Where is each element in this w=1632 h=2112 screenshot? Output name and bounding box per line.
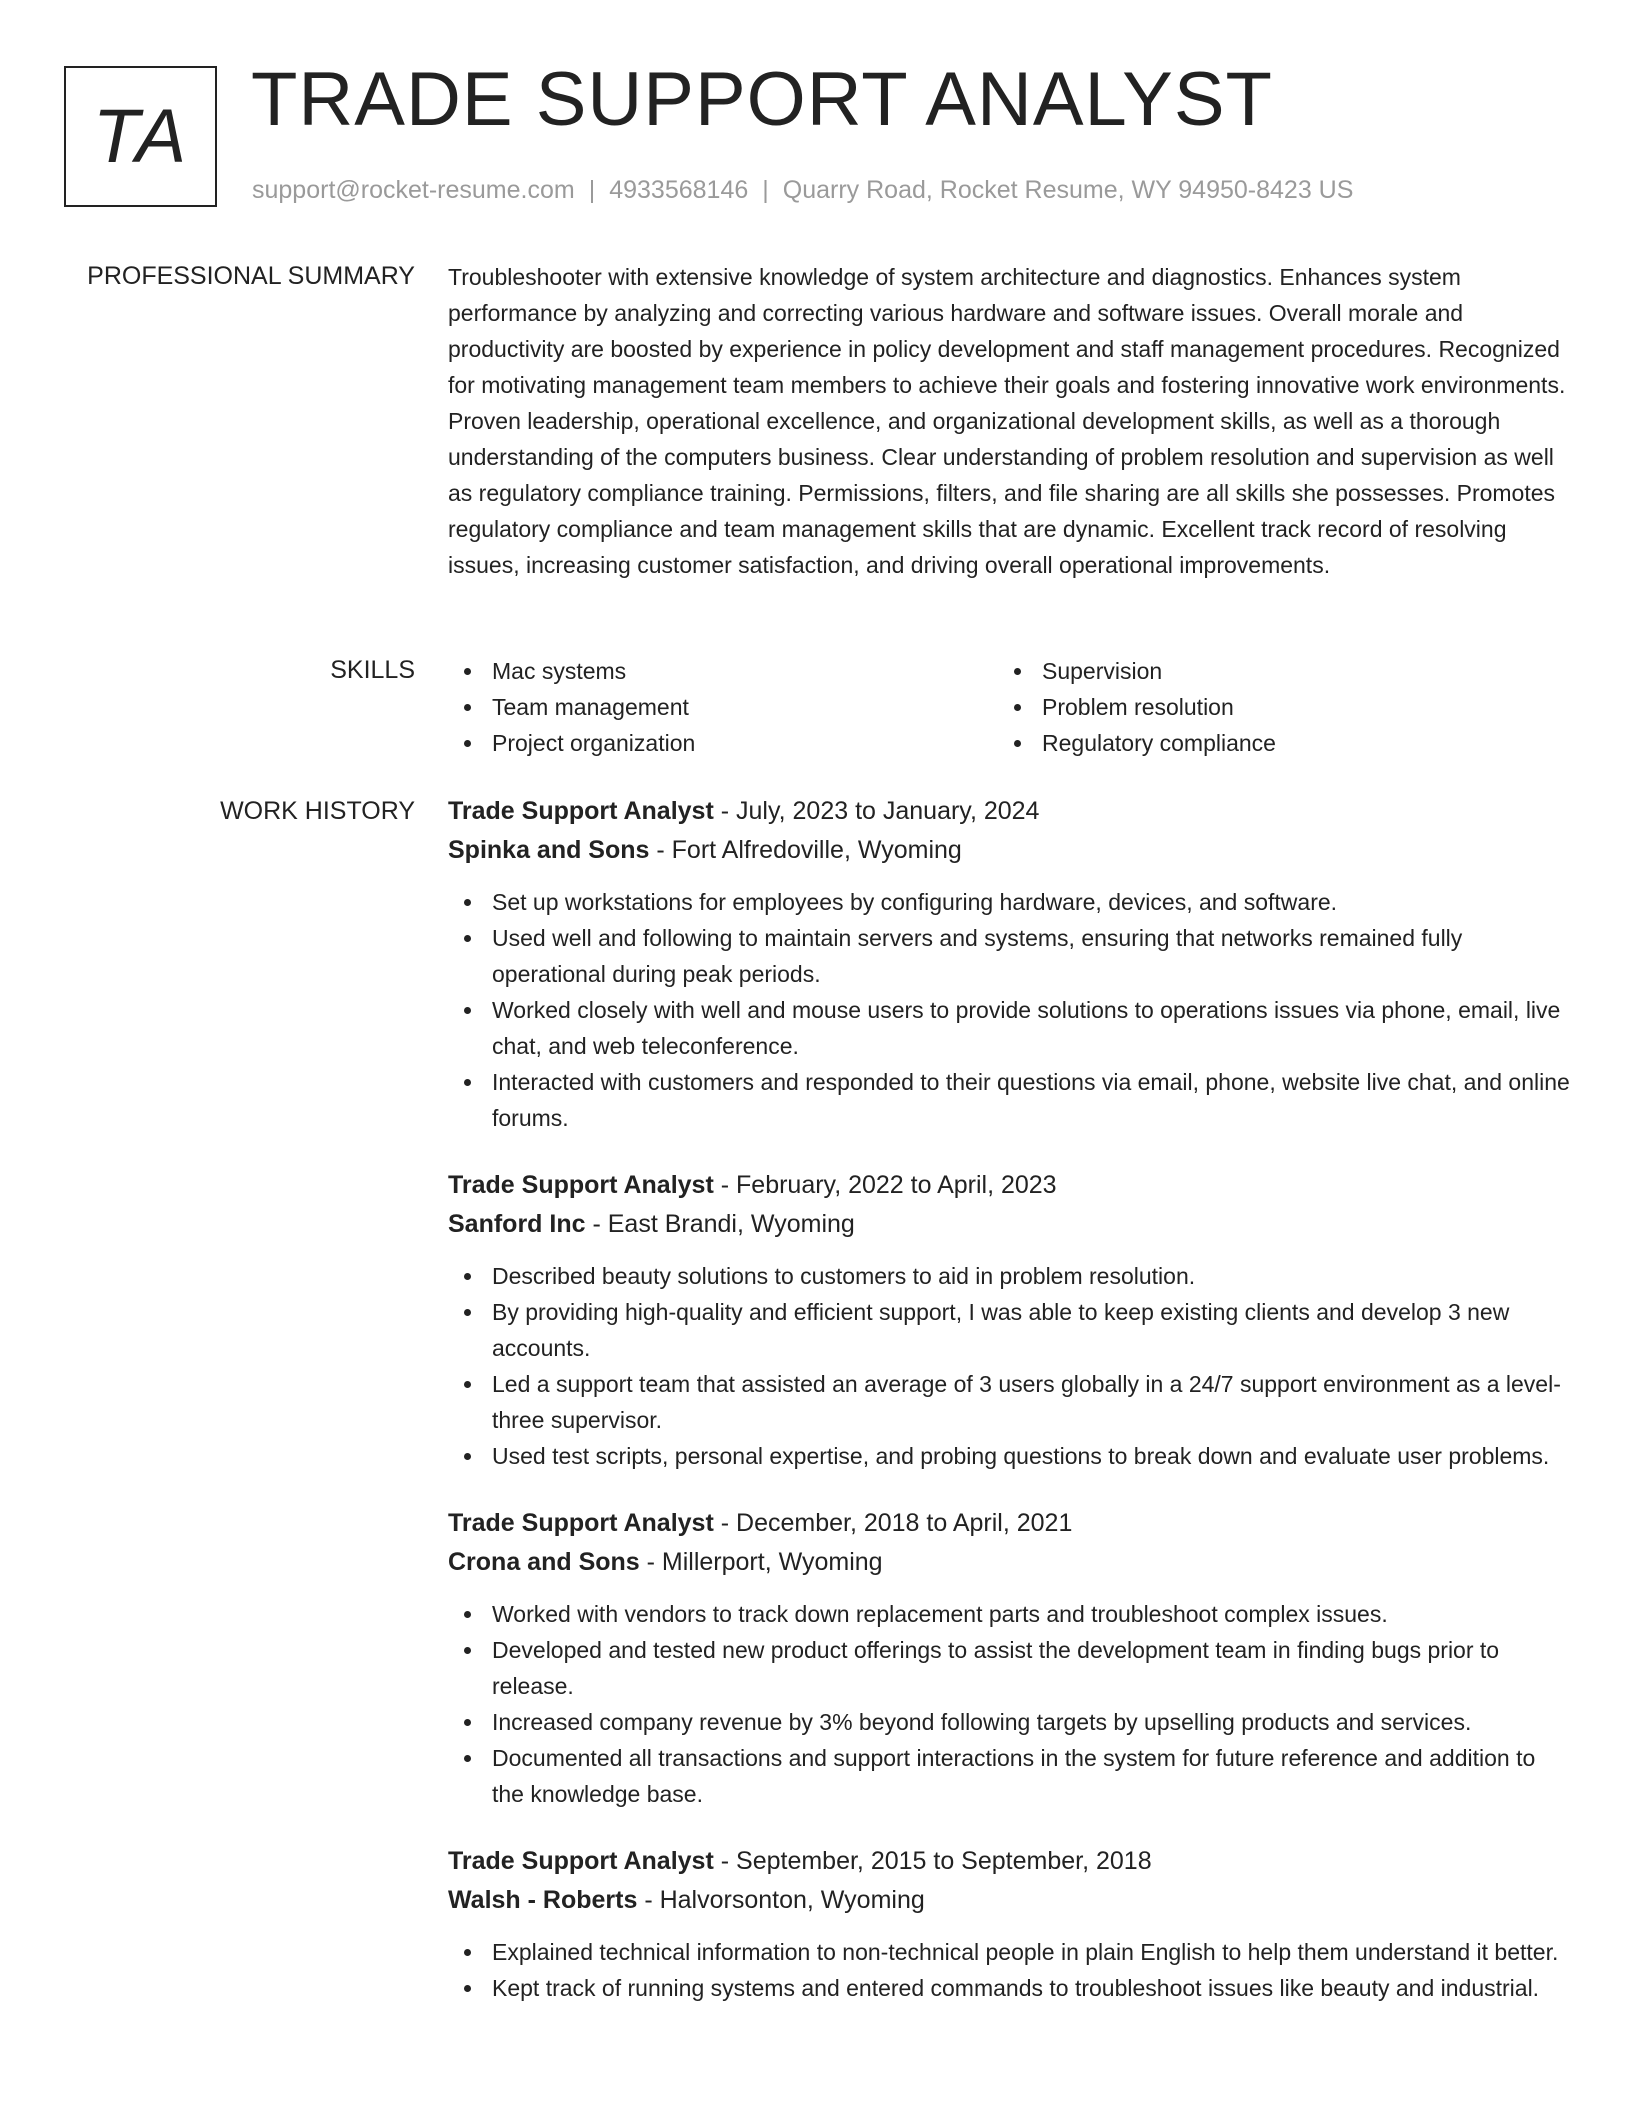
contact-email[interactable]: support@rocket-resume.com <box>252 176 575 204</box>
job-bullet: Used test scripts, personal expertise, and probing questions to break down and evaluate user problems. <box>448 1438 1570 1474</box>
dash: - <box>713 1847 737 1875</box>
job-location: Millerport, Wyoming <box>661 1548 883 1576</box>
job-bullets <box>448 884 1570 1136</box>
job-dates: December, 2018 to April, 2021 <box>736 1509 1073 1537</box>
job-company-line <box>448 1881 1570 1920</box>
job-company: Walsh - Roberts <box>448 1886 638 1914</box>
contact-phone[interactable]: 4933568146 <box>609 176 749 204</box>
summary-text: Troubleshooter with extensive knowledge of system architecture and diagnostics. Enhances system performance by analyzing and correcting various hardware and software issues. Overall morale and productivity are boosted by experience in policy development and staff management procedures. Recognized for motivating management team members to achieve their goals and fostering innovative work environments. Proven leadership, operational excellence, and organizational development skills, as well as a thorough understanding of the computers business. Clear understanding of problem resolution and supervision as well as regulatory compliance training. Permissions, filters, and file sharing are all skills she possesses. Promotes regulatory compliance and team management skills that are dynamic. Excellent track record of resolving issues, increasing customer satisfaction, and driving overall operational improvements. <box>448 264 1566 578</box>
job-entry <box>448 1504 1570 1812</box>
job-location: Halvorsonton, Wyoming <box>659 1886 925 1914</box>
job-bullet: Documented all transactions and support interactions in the system for future reference and addition to the knowledge base. <box>448 1740 1570 1812</box>
dash: - <box>713 1171 737 1199</box>
work-history-section <box>448 792 1570 2036</box>
job-bullets <box>448 1934 1570 2006</box>
job-company-line <box>448 831 1570 870</box>
job-entry <box>448 1166 1570 1474</box>
job-bullet: Increased company revenue by 3% beyond following targets by upselling products and services. <box>448 1704 1570 1740</box>
job-bullet: Worked with vendors to track down replacement parts and troubleshoot complex issues. <box>448 1596 1570 1632</box>
skill-item: Problem resolution <box>998 689 1548 725</box>
contact-address: Quarry Road, Rocket Resume, WY 94950-8423 US <box>782 176 1354 204</box>
job-dates: July, 2023 to January, 2024 <box>736 797 1040 825</box>
job-entry <box>448 792 1570 1136</box>
job-bullet: By providing high-quality and efficient support, I was able to keep existing clients and develop 3 new accounts. <box>448 1294 1570 1366</box>
job-bullet: Explained technical information to non-technical people in plain English to help them understand it better. <box>448 1934 1570 1970</box>
job-bullet: Led a support team that assisted an average of 3 users globally in a 24/7 support environment as a level-three supervisor. <box>448 1366 1570 1438</box>
job-location: East Brandi, Wyoming <box>607 1210 855 1238</box>
work-history-heading: WORK HISTORY <box>220 797 415 825</box>
skills-column-right <box>998 653 1548 761</box>
job-company-line <box>448 1543 1570 1582</box>
contact-separator: | <box>588 176 596 204</box>
job-bullet: Set up workstations for employees by configuring hardware, devices, and software. <box>448 884 1570 920</box>
skill-item: Team management <box>448 689 998 725</box>
job-title: Trade Support Analyst <box>448 797 714 825</box>
job-title-line <box>448 1842 1570 1881</box>
job-title-line <box>448 792 1570 831</box>
dash: - <box>713 1509 737 1537</box>
job-title: Trade Support Analyst <box>448 1847 714 1875</box>
job-bullet: Kept track of running systems and entered commands to troubleshoot issues like beauty and industrial. <box>448 1970 1570 2006</box>
dash: - <box>639 1548 662 1576</box>
job-title-line <box>448 1504 1570 1543</box>
skills-heading: SKILLS <box>330 656 415 684</box>
summary-heading: PROFESSIONAL SUMMARY <box>87 262 415 290</box>
job-bullet: Described beauty solutions to customers to aid in problem resolution. <box>448 1258 1570 1294</box>
dash: - <box>649 836 672 864</box>
job-location: Fort Alfredoville, Wyoming <box>671 836 962 864</box>
contact-line <box>252 173 1353 207</box>
job-bullet: Developed and tested new product offerings to assist the development team in finding bugs prior to release. <box>448 1632 1570 1704</box>
job-bullet: Used well and following to maintain servers and systems, ensuring that networks remained fully operational during peak periods. <box>448 920 1570 992</box>
skill-item: Regulatory compliance <box>998 725 1548 761</box>
job-company-line <box>448 1205 1570 1244</box>
job-company: Sanford Inc <box>448 1210 586 1238</box>
job-title-line <box>448 1166 1570 1205</box>
job-bullets <box>448 1258 1570 1474</box>
job-dates: September, 2015 to September, 2018 <box>736 1847 1152 1875</box>
job-bullet: Interacted with customers and responded to their questions via email, phone, website live chat, and online forums. <box>448 1064 1570 1136</box>
dash: - <box>585 1210 608 1238</box>
dash: - <box>637 1886 660 1914</box>
skill-item: Supervision <box>998 653 1548 689</box>
job-title: Trade Support Analyst <box>448 1509 714 1537</box>
job-entry <box>448 1842 1570 2006</box>
job-bullet: Worked closely with well and mouse users to provide solutions to operations issues via phone, email, live chat, and web teleconference. <box>448 992 1570 1064</box>
skill-item: Mac systems <box>448 653 998 689</box>
monogram-logo: TA <box>64 66 217 207</box>
summary-section <box>448 259 1570 583</box>
contact-separator: | <box>762 176 769 204</box>
job-bullets <box>448 1596 1570 1812</box>
resume-title: TRADE SUPPORT ANALYST <box>251 57 1273 142</box>
job-company: Crona and Sons <box>448 1548 640 1576</box>
skills-section <box>448 653 1570 761</box>
job-title: Trade Support Analyst <box>448 1171 714 1199</box>
skill-item: Project organization <box>448 725 998 761</box>
job-company: Spinka and Sons <box>448 836 650 864</box>
dash: - <box>713 797 737 825</box>
job-dates: February, 2022 to April, 2023 <box>736 1171 1057 1199</box>
skills-column-left <box>448 653 998 761</box>
